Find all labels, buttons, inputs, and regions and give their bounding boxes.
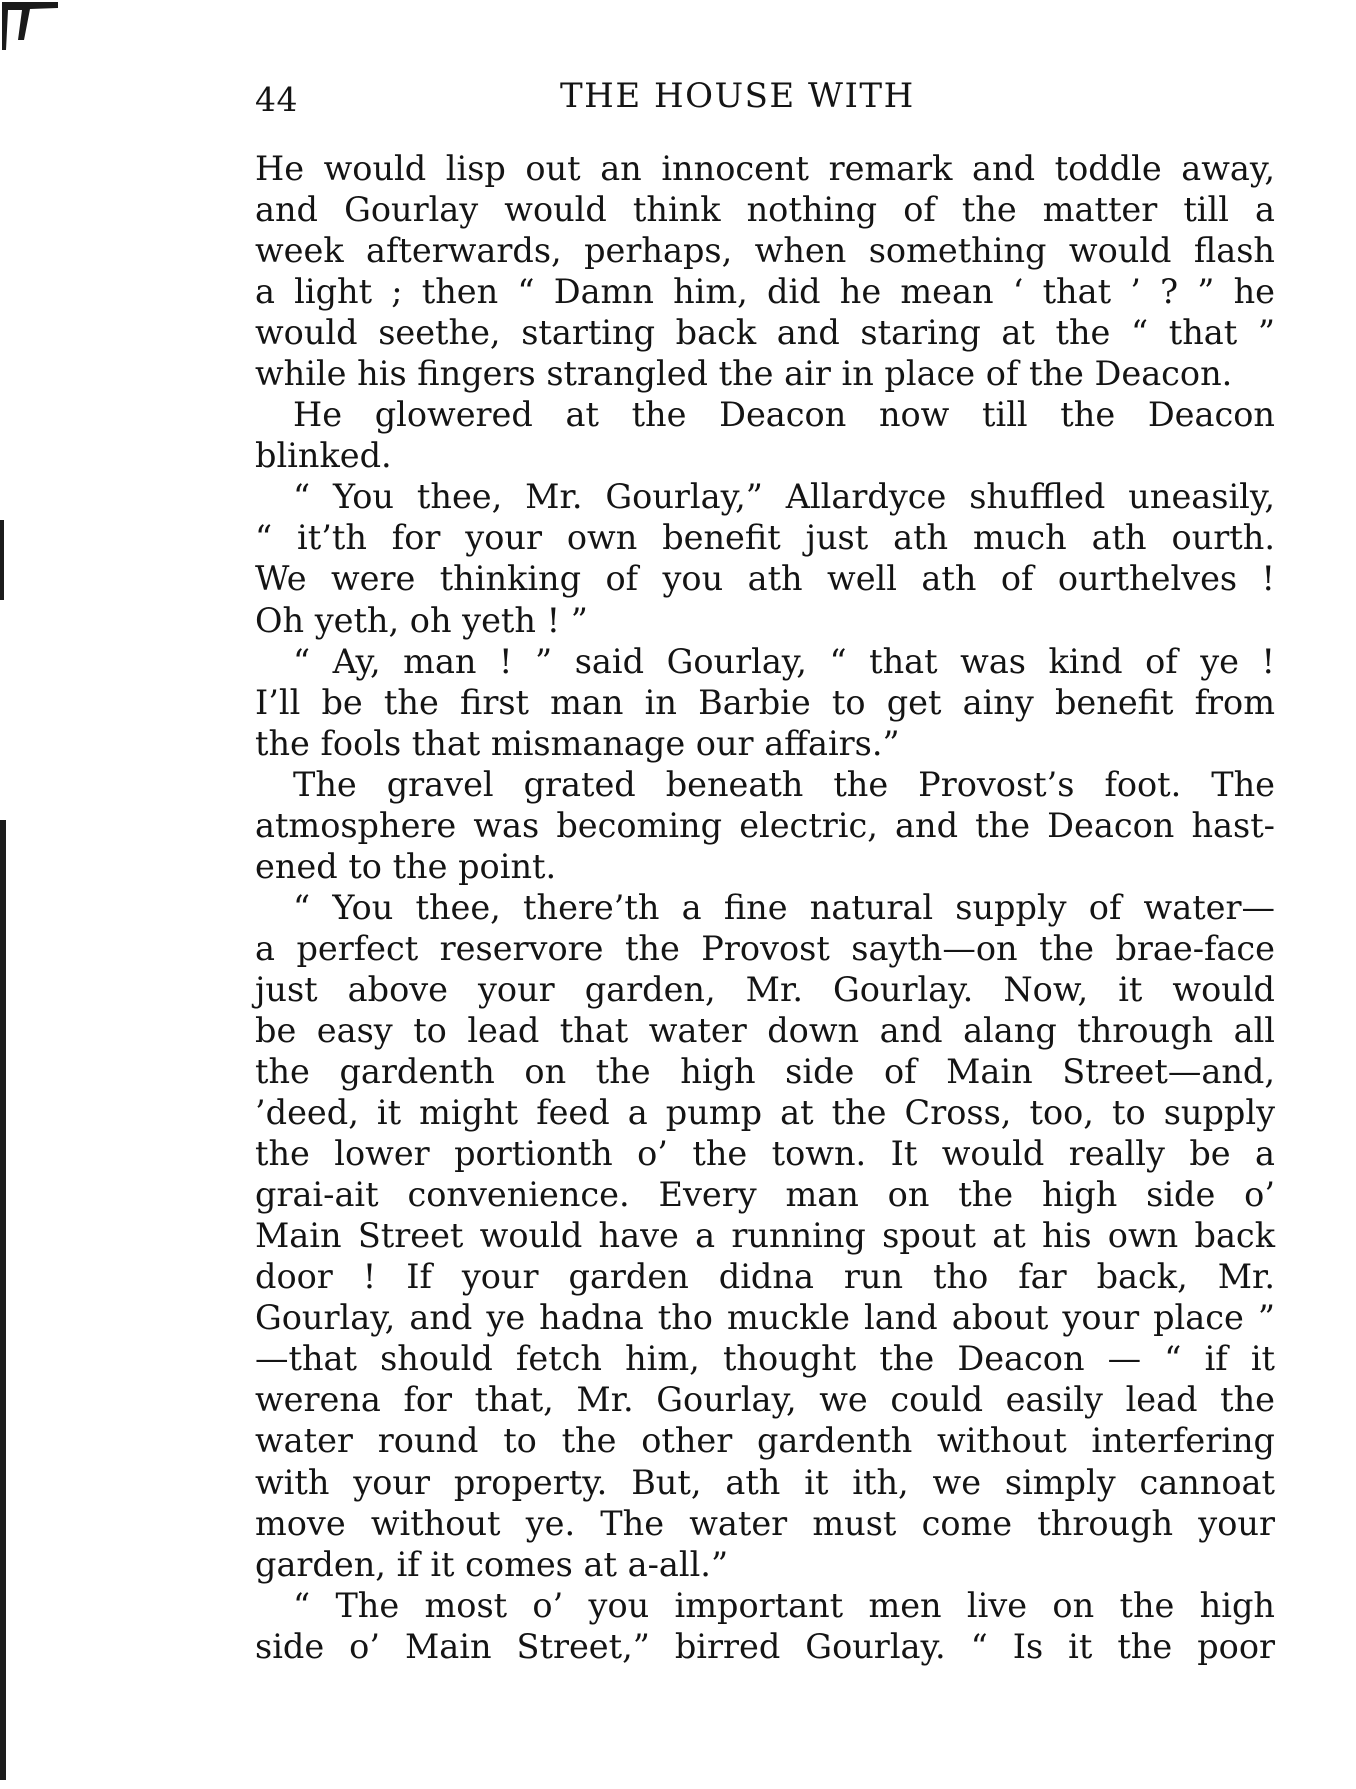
text-line: be easy to lead that water down and alang through all	[255, 1010, 1275, 1050]
text-line: “ You thee, there’th a fine natural supply of water—	[293, 887, 1275, 927]
text-line: side o’ Main Street,” birred Gourlay. “ Is it the poor	[255, 1626, 1275, 1666]
text-line: water round to the other gardenth without interfering	[255, 1421, 1275, 1461]
text-line: and Gourlay would think nothing of the matter till a	[255, 190, 1275, 230]
text-line: with your property. But, ath it ith, we simply cannoat	[255, 1462, 1275, 1502]
text-line: a light ; then “ Damn him, did he mean ‘ that ’ ? ” he	[255, 272, 1275, 312]
text-line: blinked.	[255, 436, 392, 476]
text-line: grai-ait convenience. Every man on the high side o’	[255, 1175, 1275, 1215]
text-line: “ The most o’ you important men live on the high	[293, 1585, 1275, 1625]
text-line: He glowered at the Deacon now till the Deacon	[293, 395, 1275, 435]
scan-edge-shadow	[0, 820, 6, 1780]
text-line: week afterwards, perhaps, when something would flash	[255, 231, 1275, 271]
text-line: ’deed, it might feed a pump at the Cross, too, to supply	[255, 1093, 1275, 1133]
scan-corner-mark	[0, 0, 60, 70]
text-line: The gravel grated beneath the Provost’s foot. The	[293, 764, 1275, 804]
page-number: 44	[255, 80, 298, 119]
text-line: werena for that, Mr. Gourlay, we could easily lead the	[255, 1380, 1275, 1420]
text-line: the fools that mismanage our affairs.”	[255, 723, 900, 763]
text-line: —that should fetch him, thought the Deacon — “ if it	[255, 1339, 1275, 1379]
text-line: Gourlay, and ye hadna tho muckle land about your place ”	[255, 1298, 1275, 1338]
text-line: Oh yeth, oh yeth ! ”	[255, 600, 588, 640]
text-line: just above your garden, Mr. Gourlay. Now, it would	[255, 969, 1275, 1009]
text-line: atmosphere was becoming electric, and the Deacon hast-	[255, 805, 1275, 845]
text-line: Main Street would have a running spout at his own back	[255, 1216, 1275, 1256]
text-line: garden, if it comes at a-all.”	[255, 1544, 729, 1584]
text-line: I’ll be the first man in Barbie to get ainy benefit from	[255, 682, 1275, 722]
page-header	[255, 76, 1275, 126]
text-line: would seethe, starting back and staring at the “ that ”	[255, 313, 1275, 353]
text-line: the lower portionth o’ the town. It would really be a	[255, 1134, 1275, 1174]
text-line: ened to the point.	[255, 846, 557, 886]
text-line: while his fingers strangled the air in place of the Deacon.	[255, 354, 1233, 394]
text-line: “ Ay, man ! ” said Gourlay, “ that was kind of ye !	[293, 641, 1275, 681]
text-line: a perfect reservore the Provost sayth—on the brae-face	[255, 928, 1275, 968]
text-line: “ it’th for your own benefit just ath much ath ourth.	[255, 518, 1275, 558]
text-line: He would lisp out an innocent remark and toddle away,	[255, 149, 1275, 188]
running-head: THE HOUSE WITH	[560, 76, 915, 116]
text-line: We were thinking of you ath well ath of ourthelves !	[255, 559, 1275, 599]
text-line: move without ye. The water must come through your	[255, 1503, 1275, 1543]
text-line: the gardenth on the high side of Main Street—and,	[255, 1052, 1275, 1092]
scan-edge-shadow	[0, 520, 4, 600]
text-line: door ! If your garden didna run tho far back, Mr.	[255, 1257, 1275, 1297]
body-text	[255, 148, 1275, 1667]
text-line: “ You thee, Mr. Gourlay,” Allardyce shuffled uneasily,	[293, 477, 1275, 517]
